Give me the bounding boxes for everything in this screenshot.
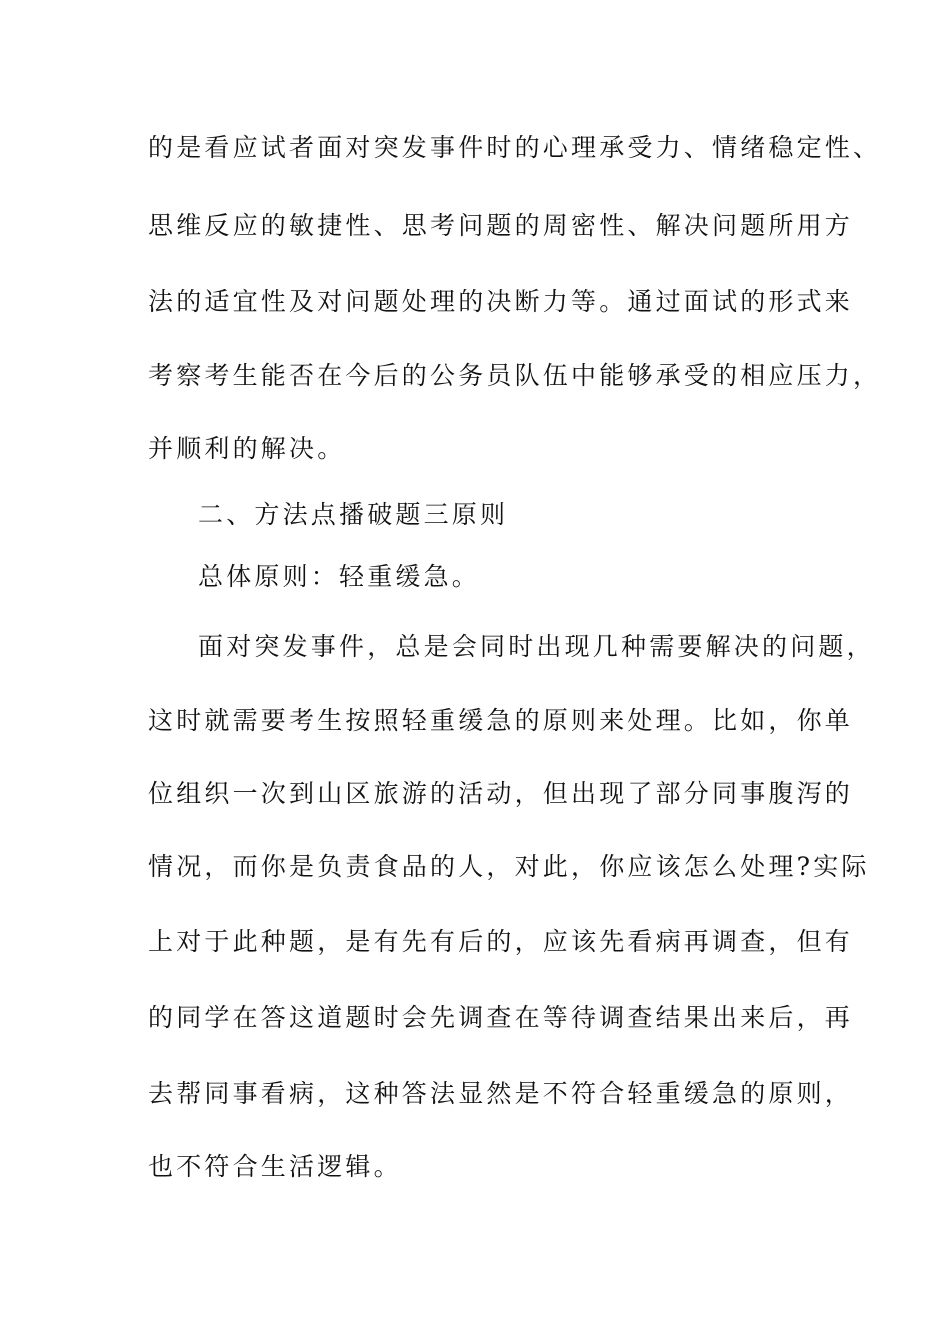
principle-line: 总体原则：轻重缓急。	[198, 562, 481, 591]
text-line: 法的适宜性及对问题处理的决断力等。通过面试的形式来	[148, 287, 854, 316]
text-line: 也不符合生活逻辑。	[148, 1152, 402, 1181]
text-line: 去帮同事看病，这种答法显然是不符合轻重缓急的原则，	[148, 1079, 854, 1108]
text-line: 的同学在答这道题时会先调查在等待调查结果出来后，再	[148, 1003, 854, 1032]
text-line: 这时就需要考生按照轻重缓急的原则来处理。比如，你单	[148, 706, 854, 735]
text-line: 情况，而你是负责食品的人，对此，你应该怎么处理?实际	[148, 852, 870, 881]
text-line: 上对于此种题，是有先有后的，应该先看病再调查，但有	[148, 927, 854, 956]
text-line: 思维反应的敏捷性、思考问题的周密性、解决问题所用方	[148, 211, 854, 240]
text-line: 位组织一次到山区旅游的活动，但出现了部分同事腹泻的	[148, 779, 854, 808]
text-line: 面对突发事件，总是会同时出现几种需要解决的问题，	[198, 632, 875, 661]
section-heading: 二、方法点播破题三原则	[198, 500, 509, 529]
text-line: 并顺利的解决。	[148, 434, 346, 463]
text-line: 考察考生能否在今后的公务员队伍中能够承受的相应压力，	[148, 361, 882, 390]
text-line: 的是看应试者面对突发事件时的心理承受力、情绪稳定性、	[148, 133, 882, 162]
